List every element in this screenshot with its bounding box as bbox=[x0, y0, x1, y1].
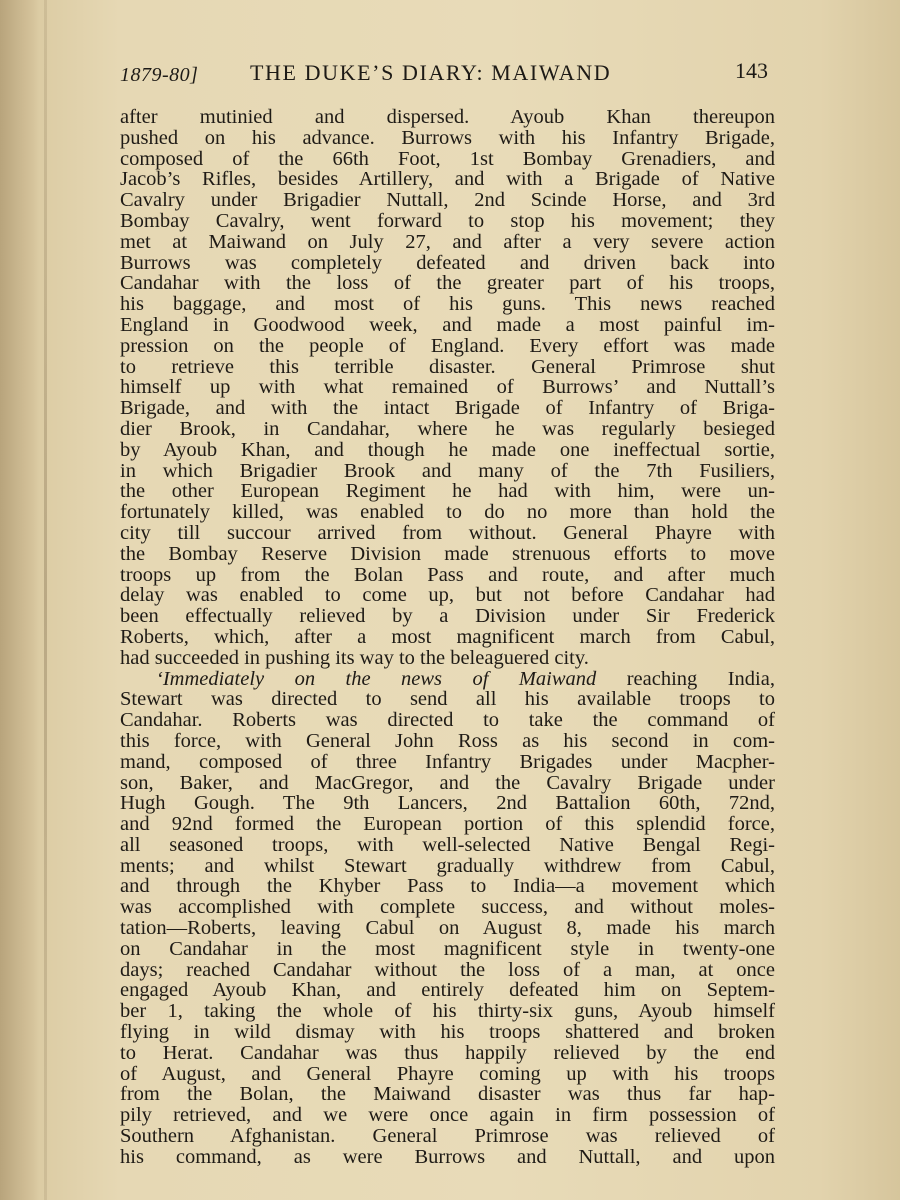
text-line: ments; and whilst Stewart gradually withdrew from Cabul, bbox=[120, 854, 775, 877]
text-line: engaged Ayoub Khan, and entirely defeated him on Septem- bbox=[120, 979, 775, 1002]
text-line: pression on the people of England. Every effort was made bbox=[120, 334, 775, 357]
text-line: delay was enabled to come up, but not before Candahar had bbox=[120, 584, 775, 607]
body-text bbox=[120, 107, 775, 1168]
text-line: city till succour arrived from without. General Phayre with bbox=[120, 521, 775, 544]
text-line: troops up from the Bolan Pass and route, and after much bbox=[120, 563, 775, 586]
text-line: had succeeded in pushing its way to the beleaguered city. bbox=[120, 646, 589, 669]
text-line: in which Brigadier Brook and many of the 7th Fusiliers, bbox=[120, 459, 775, 482]
text-line: this force, with General John Ross as his second in com- bbox=[120, 729, 775, 752]
text-line: flying in wild dismay with his troops shattered and broken bbox=[120, 1021, 775, 1044]
text-line: pushed on his advance. Burrows with his Infantry Brigade, bbox=[120, 126, 775, 149]
text-line: Candahar. Roberts was directed to take the command of bbox=[120, 709, 775, 732]
text-line: dier Brook, in Candahar, where he was regularly besieged bbox=[120, 417, 775, 440]
text-line: all seasoned troops, with well-selected Native Bengal Regi- bbox=[120, 833, 775, 856]
text-line: Candahar with the loss of the greater part of his troops, bbox=[120, 272, 775, 295]
text-line: tation—Roberts, leaving Cabul on August 8, made his march bbox=[120, 917, 775, 940]
text-line: Jacob’s Rifles, besides Artillery, and with a Brigade of Native bbox=[120, 168, 775, 191]
text-line: met at Maiwand on July 27, and after a very severe action bbox=[120, 230, 775, 253]
text-run: reaching India, bbox=[596, 667, 775, 690]
text-line: been effectually relieved by a Division under Sir Frederick bbox=[120, 605, 775, 628]
text-line: from the Bolan, the Maiwand disaster was thus far hap- bbox=[120, 1083, 775, 1106]
text-line: to retrieve this terrible disaster. General Primrose shut bbox=[120, 355, 775, 378]
text-line: Bombay Cavalry, went forward to stop his movement; they bbox=[120, 209, 775, 232]
text-line: and 92nd formed the European portion of this splendid force, bbox=[120, 813, 775, 836]
text-line: the other European Regiment he had with him, were un- bbox=[120, 480, 775, 503]
text-line: of August, and General Phayre coming up with his troops bbox=[120, 1062, 775, 1085]
text-line: Brigade, and with the intact Brigade of Infantry of Briga- bbox=[120, 397, 775, 420]
text-line: ber 1, taking the whole of his thirty-six guns, Ayoub himself bbox=[120, 1000, 775, 1023]
paragraph-start-line bbox=[120, 669, 775, 690]
text-line: composed of the 66th Foot, 1st Bombay Grenadiers, and bbox=[120, 147, 775, 170]
text-line: Burrows was completely defeated and driven back into bbox=[120, 251, 775, 274]
header-years: 1879-80] bbox=[120, 64, 199, 86]
text-line: Roberts, which, after a most magnificent march from Cabul, bbox=[120, 625, 775, 648]
text-line: and through the Khyber Pass to India—a movement which bbox=[120, 875, 775, 898]
text-line: to Herat. Candahar was thus happily relieved by the end bbox=[120, 1041, 775, 1064]
text-line: Cavalry under Brigadier Nuttall, 2nd Scinde Horse, and 3rd bbox=[120, 189, 775, 212]
header-title: THE DUKE’S DIARY: MAIWAND bbox=[250, 60, 612, 85]
text-line: Stewart was directed to send all his available troops to bbox=[120, 688, 775, 711]
text-line: days; reached Candahar without the loss of a man, at once bbox=[120, 958, 775, 981]
page-number: 143 bbox=[735, 58, 768, 83]
text-line: the Bombay Reserve Division made strenuous efforts to move bbox=[120, 542, 775, 565]
running-header bbox=[118, 58, 778, 94]
text-line: was accomplished with complete success, and without moles- bbox=[120, 896, 775, 919]
text-line: on Candahar in the most magnificent style in twenty-one bbox=[120, 937, 775, 960]
text-line: by Ayoub Khan, and though he made one ineffectual sortie, bbox=[120, 438, 775, 461]
text-line: mand, composed of three Infantry Brigades under Macpher- bbox=[120, 750, 775, 773]
text-line: after mutinied and dispersed. Ayoub Khan thereupon bbox=[120, 106, 775, 128]
text-line: Southern Afghanistan. General Primrose was relieved of bbox=[120, 1125, 775, 1148]
text-line: his baggage, and most of his guns. This news reached bbox=[120, 293, 775, 316]
text-line: son, Baker, and MacGregor, and the Cavalry Brigade under bbox=[120, 771, 775, 794]
page-crease bbox=[44, 0, 47, 1200]
text-line: pily retrieved, and we were once again in firm possession of bbox=[120, 1104, 775, 1127]
text-line: fortunately killed, was enabled to do no more than hold the bbox=[120, 501, 775, 524]
text-line: England in Goodwood week, and made a most painful im- bbox=[120, 313, 775, 336]
page-gutter bbox=[0, 0, 38, 1200]
text-line: himself up with what remained of Burrows’ and Nuttall’s bbox=[120, 376, 775, 399]
italic-lead: ‘Immediately on the news of Maiwand bbox=[156, 667, 597, 690]
text-line: his command, as were Burrows and Nuttall, and upon bbox=[120, 1145, 775, 1168]
text-line: Hugh Gough. The 9th Lancers, 2nd Battalion 60th, 72nd, bbox=[120, 792, 775, 815]
